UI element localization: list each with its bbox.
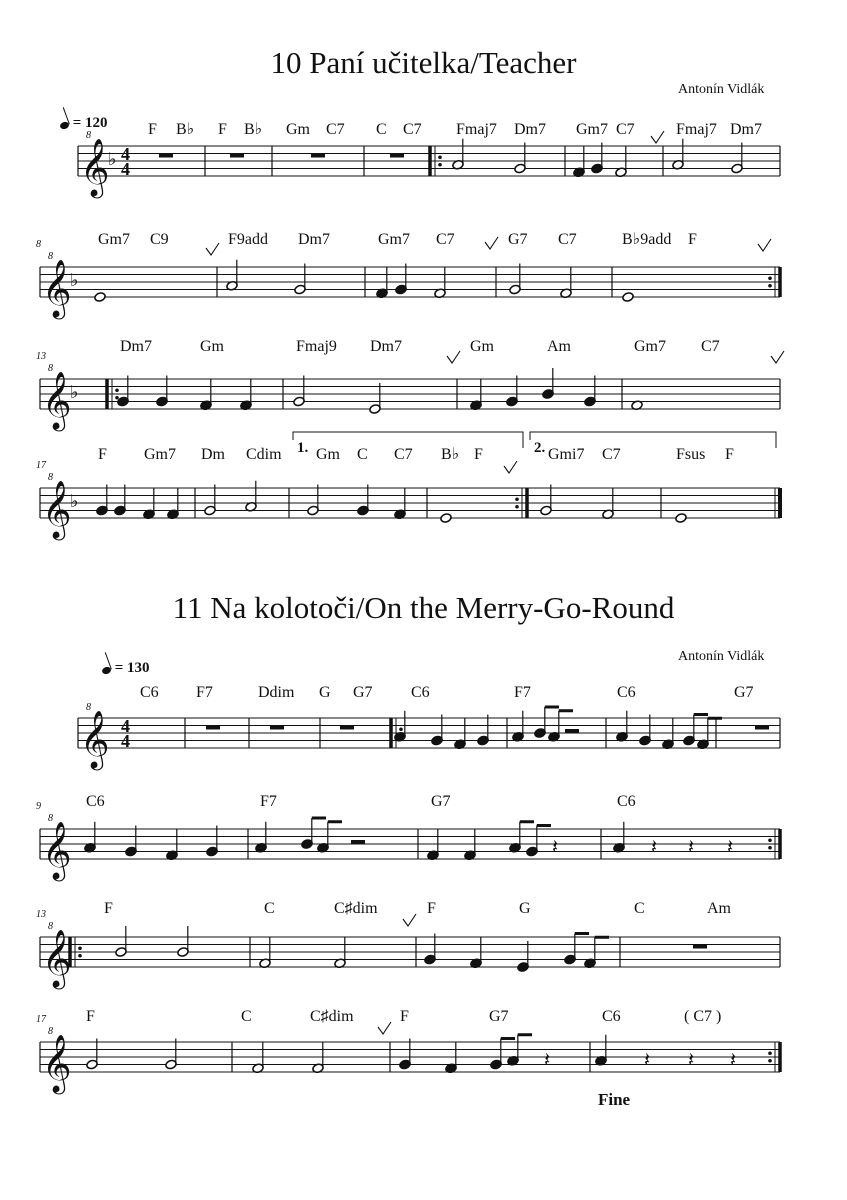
flat-key-signature-icon: ♭	[70, 491, 79, 512]
time-signature-top: 4	[121, 716, 130, 736]
breath-mark-icon	[771, 351, 784, 363]
chord-symbol: C7	[602, 446, 621, 463]
chord-symbol: Fsus	[676, 446, 706, 463]
measure-number: 17	[36, 1014, 46, 1025]
treble-clef-icon: 𝄞	[42, 480, 72, 538]
chord-symbol: Gm	[200, 338, 224, 355]
measure-number: 9	[36, 801, 41, 812]
treble-clef-icon: 𝄞	[42, 371, 72, 429]
breath-mark-icon	[378, 1022, 391, 1034]
chord-symbol: ( C7 )	[684, 1008, 722, 1025]
repeat-dot	[438, 163, 442, 167]
repeat-dot	[768, 276, 772, 280]
treble-clef-icon: 𝄞	[42, 1034, 72, 1092]
chord-symbol: F	[688, 231, 697, 248]
chord-symbol: Gm	[286, 121, 310, 138]
fine-marking: Fine	[598, 1090, 631, 1109]
breath-mark-icon	[206, 243, 219, 255]
repeat-dot	[515, 497, 519, 501]
volta-label-second: 2.	[534, 440, 546, 456]
chord-symbol: C7	[616, 121, 635, 138]
octave-marker: 8	[48, 1026, 53, 1037]
quarter-rest-icon: 𝄽	[688, 834, 695, 859]
chord-symbol: Gm7	[144, 446, 176, 463]
chord-symbol: C	[264, 900, 275, 917]
chord-symbol: Fmaj9	[296, 338, 337, 355]
whole-rest-icon	[159, 154, 173, 158]
whole-rest-icon	[340, 726, 354, 730]
chord-symbol: Gm7	[378, 231, 410, 248]
note-head	[440, 513, 452, 524]
breath-mark-icon	[447, 351, 460, 363]
repeat-dot	[515, 505, 519, 509]
chord-symbol: Am	[707, 900, 731, 917]
quarter-rest-icon: 𝄽	[688, 1047, 695, 1072]
chord-symbol: Fmaj7	[676, 121, 717, 138]
chord-symbol: C	[357, 446, 368, 463]
tempo-marking	[102, 660, 150, 677]
chord-symbol: G7	[489, 1008, 509, 1025]
volta-label-first: 1.	[297, 440, 309, 456]
chord-symbol: F	[104, 900, 113, 917]
chord-symbol: Am	[547, 338, 571, 355]
chord-symbol: C	[241, 1008, 252, 1025]
repeat-dot	[115, 388, 119, 392]
treble-clef-icon: 𝄞	[80, 710, 110, 768]
repeat-dot	[768, 1059, 772, 1063]
chord-symbol: B♭9add	[622, 231, 672, 248]
chord-symbol: F7	[514, 684, 531, 701]
whole-rest-icon	[693, 945, 707, 949]
chord-symbol: F	[474, 446, 483, 463]
chord-symbol: B♭	[176, 121, 195, 138]
chord-symbol: F	[98, 446, 107, 463]
chord-symbol: Dm	[201, 446, 225, 463]
tempo-marking	[60, 115, 108, 132]
chord-symbol: Dm7	[120, 338, 152, 355]
composer-name: Antonín Vidlák	[678, 649, 765, 664]
quarter-rest-icon: 𝄽	[730, 1047, 737, 1072]
quarter-note-icon	[59, 121, 70, 131]
repeat-dot	[78, 954, 82, 958]
octave-marker: 8	[48, 363, 53, 374]
tempo-value: = 120	[72, 115, 108, 131]
chord-symbol: Gm7	[576, 121, 608, 138]
chord-symbol: C7	[326, 121, 345, 138]
breath-mark-icon	[504, 461, 517, 473]
chord-symbol: C6	[411, 684, 430, 701]
chord-symbol: F	[725, 446, 734, 463]
chord-symbol: C♯dim	[334, 900, 378, 917]
chord-symbol: Gmi7	[548, 446, 585, 463]
octave-marker: 8	[48, 251, 53, 262]
repeat-dot	[438, 155, 442, 159]
chord-symbol: F7	[196, 684, 213, 701]
chord-symbol: C7	[436, 231, 455, 248]
measure-number: 13	[36, 351, 46, 362]
chord-symbol: C6	[617, 793, 636, 810]
quarter-rest-icon: 𝄽	[727, 834, 734, 859]
whole-rest-icon	[230, 154, 244, 158]
whole-rest-icon	[311, 154, 325, 158]
chord-symbol: C6	[617, 684, 636, 701]
chord-symbol: F	[148, 121, 157, 138]
repeat-dot	[78, 946, 82, 950]
chord-symbol: Dm7	[514, 121, 546, 138]
chord-symbol: C6	[140, 684, 159, 701]
note-head	[675, 513, 687, 524]
octave-marker: 8	[86, 702, 91, 713]
measure-number: 13	[36, 909, 46, 920]
repeat-dot	[399, 727, 403, 731]
octave-marker: 8	[86, 130, 91, 141]
measure-number: 8	[36, 239, 41, 250]
treble-clef-icon: 𝄞	[42, 259, 72, 317]
chord-symbol: F	[218, 121, 227, 138]
chord-symbol: C7	[403, 121, 422, 138]
chord-symbol: G	[519, 900, 531, 917]
chord-symbol: Gm	[316, 446, 340, 463]
breath-mark-icon	[403, 914, 416, 926]
chord-symbol: C7	[394, 446, 413, 463]
chord-symbol: Ddim	[258, 684, 295, 701]
half-rest-icon	[351, 840, 365, 844]
octave-marker: 8	[48, 472, 53, 483]
chord-symbol: C7	[701, 338, 720, 355]
chord-symbol: C	[376, 121, 387, 138]
chord-symbol: Gm	[470, 338, 494, 355]
chord-symbol: C♯dim	[310, 1008, 354, 1025]
note-head	[622, 292, 634, 303]
breath-mark-icon	[651, 131, 664, 143]
whole-rest-icon	[390, 154, 404, 158]
chord-symbol: Gm7	[634, 338, 666, 355]
time-signature-bottom: 4	[121, 159, 130, 179]
chord-symbol: G7	[353, 684, 373, 701]
chord-symbol: C9	[150, 231, 169, 248]
chord-symbol: Dm7	[298, 231, 330, 248]
repeat-dot	[768, 846, 772, 850]
song-title: 10 Paní učitelka/Teacher	[270, 45, 577, 80]
repeat-dot	[768, 1051, 772, 1055]
chord-symbol: Gm7	[98, 231, 130, 248]
quarter-rest-icon: 𝄽	[544, 1047, 551, 1072]
half-rest-icon	[565, 729, 579, 733]
whole-rest-icon	[206, 726, 220, 730]
flat-key-signature-icon: ♭	[70, 382, 79, 403]
chord-symbol: Cdim	[246, 446, 282, 463]
flat-key-signature-icon: ♭	[108, 149, 117, 170]
chord-symbol: B♭	[244, 121, 263, 138]
note-head	[94, 292, 106, 303]
chord-symbol: C6	[602, 1008, 621, 1025]
chord-symbol: G7	[431, 793, 451, 810]
chord-symbol: F7	[260, 793, 277, 810]
quarter-note-icon	[101, 666, 112, 676]
chord-symbol: Dm7	[370, 338, 402, 355]
measure-number: 17	[36, 460, 46, 471]
chord-symbol: F	[86, 1008, 95, 1025]
treble-clef-icon: 𝄞	[42, 821, 72, 879]
quarter-rest-icon: 𝄽	[644, 1047, 651, 1072]
tempo-value: = 130	[114, 660, 150, 676]
quarter-rest-icon: 𝄽	[651, 834, 658, 859]
chord-symbol: G7	[734, 684, 754, 701]
chord-symbol: G	[319, 684, 331, 701]
chord-symbol: F	[427, 900, 436, 917]
chord-symbol: C7	[558, 231, 577, 248]
chord-symbol: Dm7	[730, 121, 762, 138]
repeat-dot	[768, 284, 772, 288]
time-signature-top: 4	[121, 144, 130, 164]
chord-symbol: Fmaj7	[456, 121, 497, 138]
breath-mark-icon	[485, 237, 498, 249]
time-signature-bottom: 4	[121, 731, 130, 751]
song-title: 11 Na kolotoči/On the Merry-Go-Round	[172, 590, 675, 625]
chord-symbol: F	[400, 1008, 409, 1025]
flat-key-signature-icon: ♭	[70, 270, 79, 291]
whole-rest-icon	[270, 726, 284, 730]
whole-rest-icon	[755, 726, 769, 730]
repeat-dot	[768, 838, 772, 842]
treble-clef-icon: 𝄞	[42, 929, 72, 987]
quarter-rest-icon: 𝄽	[552, 834, 559, 859]
chord-symbol: C6	[86, 793, 105, 810]
chord-symbol: G7	[508, 231, 528, 248]
chord-symbol: F9add	[228, 231, 268, 248]
octave-marker: 8	[48, 921, 53, 932]
repeat-dot	[115, 396, 119, 400]
chord-symbol: C	[634, 900, 645, 917]
composer-name: Antonín Vidlák	[678, 82, 765, 97]
breath-mark-icon	[758, 239, 771, 251]
chord-symbol: B♭	[441, 446, 460, 463]
treble-clef-icon: 𝄞	[80, 138, 110, 196]
octave-marker: 8	[48, 813, 53, 824]
